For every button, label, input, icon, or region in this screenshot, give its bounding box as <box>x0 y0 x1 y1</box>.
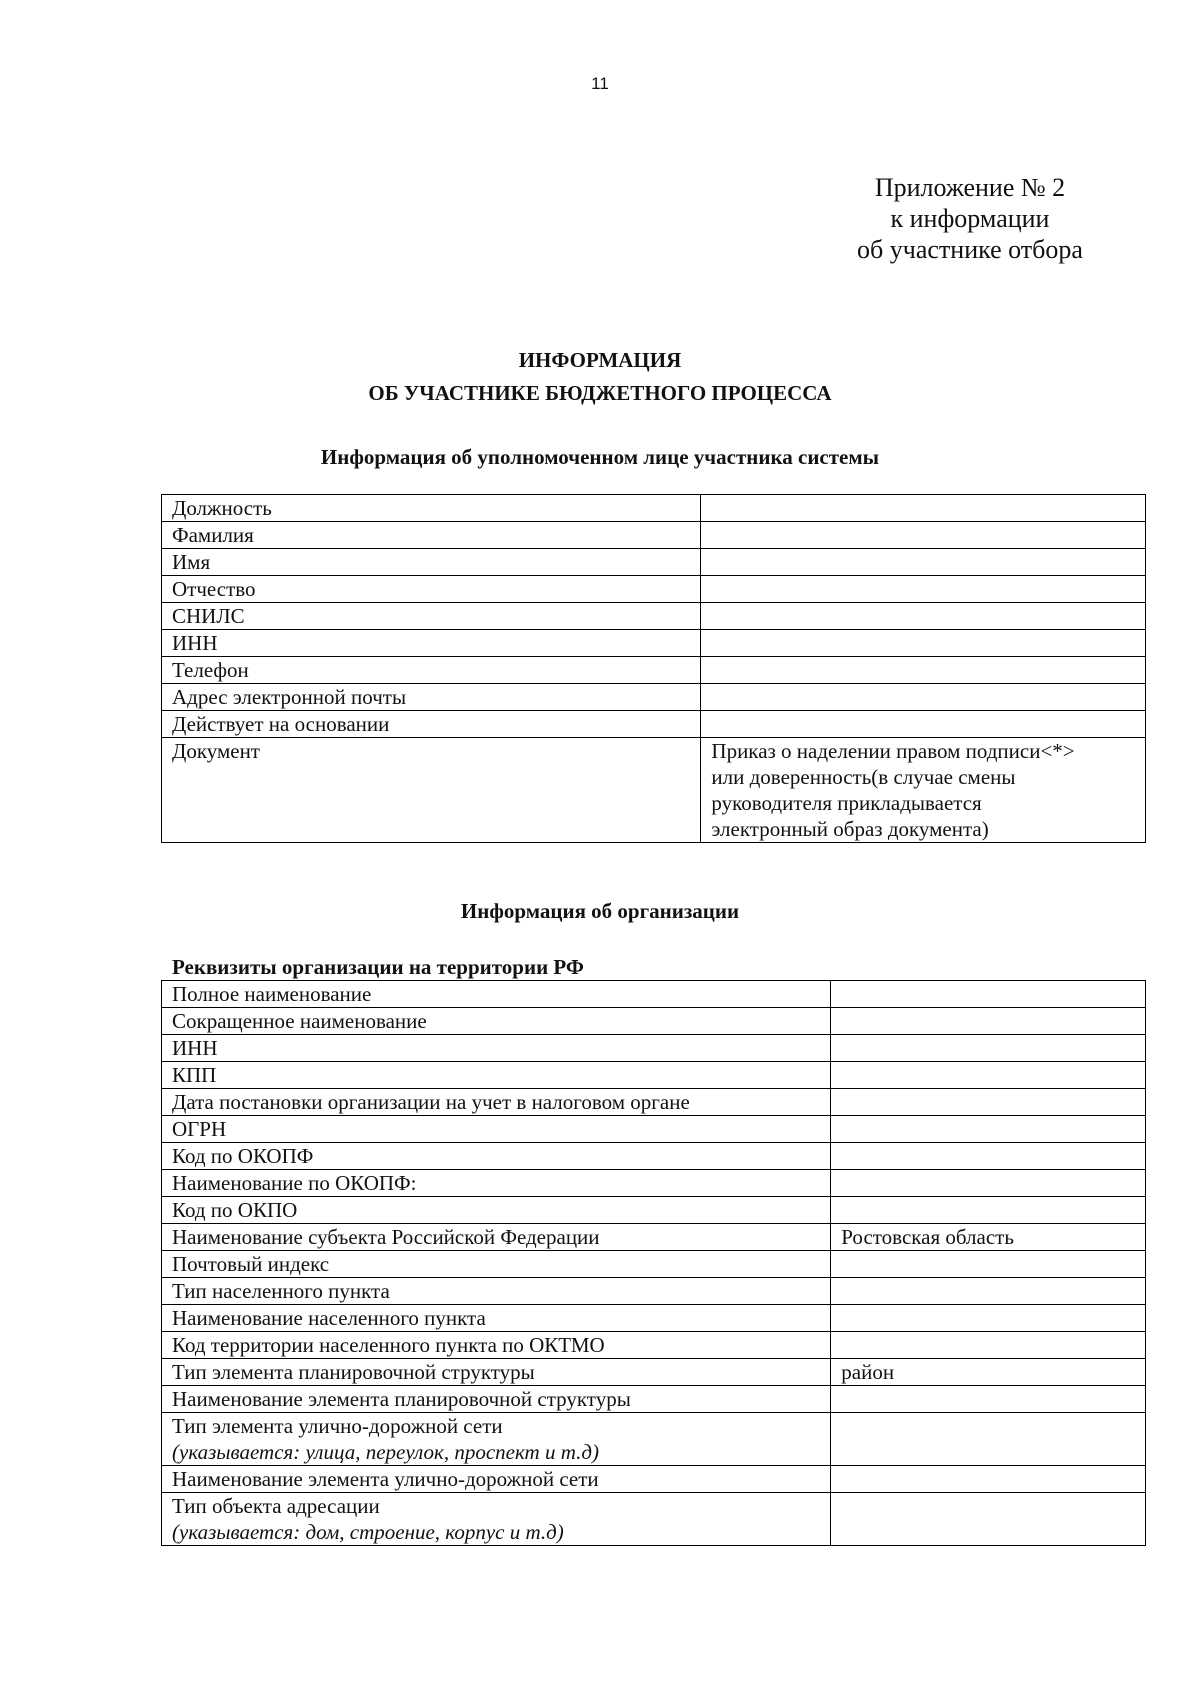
row-label: Код территории населенного пункта по ОКТМО <box>162 1332 831 1359</box>
organization-table <box>161 980 1146 1546</box>
row-label-main: Тип объекта адресации <box>172 1494 380 1518</box>
section-title-authorized-person: Информация об уполномоченном лице участника системы <box>320 445 880 469</box>
table-row <box>162 1197 1146 1224</box>
subtitle-requisites: Реквизиты организации на территории РФ <box>172 955 584 979</box>
row-label: Телефон <box>162 657 701 684</box>
row-label: Адрес электронной почты <box>162 684 701 711</box>
row-value[interactable] <box>831 1008 1146 1035</box>
row-value[interactable] <box>701 657 1146 684</box>
table-row <box>162 738 1146 843</box>
document-line-4: электронный образ документа) <box>711 817 989 841</box>
row-label: СНИЛС <box>162 603 701 630</box>
row-value-document[interactable] <box>701 738 1146 843</box>
row-label: Почтовый индекс <box>162 1251 831 1278</box>
row-value[interactable] <box>831 1089 1146 1116</box>
row-value[interactable] <box>701 522 1146 549</box>
row-value[interactable]: Ростовская область <box>831 1224 1146 1251</box>
row-label: ИНН <box>162 1035 831 1062</box>
row-label: Наименование элемента планировочной структуры <box>162 1386 831 1413</box>
row-value[interactable]: район <box>831 1359 1146 1386</box>
table-row <box>162 1466 1146 1493</box>
table-row <box>162 711 1146 738</box>
row-label: Наименование по ОКОПФ: <box>162 1170 831 1197</box>
table-row <box>162 495 1146 522</box>
row-label: ИНН <box>162 630 701 657</box>
title-line-1: ИНФОРМАЦИЯ <box>518 348 682 372</box>
table-row <box>162 576 1146 603</box>
row-value[interactable] <box>831 1278 1146 1305</box>
document-line-2: или доверенность(в случае смены <box>711 765 1016 789</box>
row-value[interactable] <box>831 1493 1146 1546</box>
appendix-line-3: об участнике отбора <box>857 235 1083 264</box>
row-value[interactable] <box>831 1386 1146 1413</box>
row-label: Фамилия <box>162 522 701 549</box>
row-value[interactable] <box>831 1143 1146 1170</box>
row-label-note: (указывается: дом, строение, корпус и т.д) <box>172 1520 564 1544</box>
row-label: Наименование элемента улично-дорожной сети <box>162 1466 831 1493</box>
authorized-person-table <box>161 494 1146 843</box>
document-line-3: руководителя прикладывается <box>711 791 982 815</box>
row-value[interactable] <box>831 1197 1146 1224</box>
table-row <box>162 630 1146 657</box>
row-value[interactable] <box>831 1413 1146 1466</box>
row-value[interactable] <box>831 1170 1146 1197</box>
appendix-line-2: к информации <box>890 204 1050 233</box>
row-value[interactable] <box>701 711 1146 738</box>
row-value[interactable] <box>701 630 1146 657</box>
document-line-1: Приказ о наделении правом подписи<*> <box>711 739 1075 763</box>
table-row <box>162 1143 1146 1170</box>
row-value[interactable] <box>831 1035 1146 1062</box>
appendix-note <box>820 172 1120 265</box>
table-row <box>162 684 1146 711</box>
row-label: Действует на основании <box>162 711 701 738</box>
row-label: Наименование населенного пункта <box>162 1305 831 1332</box>
table-row <box>162 1386 1146 1413</box>
row-label: Документ <box>162 738 701 843</box>
table-row <box>162 549 1146 576</box>
table-row <box>162 1116 1146 1143</box>
row-label <box>162 1413 831 1466</box>
row-value[interactable] <box>831 1332 1146 1359</box>
title-line-2: ОБ УЧАСТНИКЕ БЮДЖЕТНОГО ПРОЦЕССА <box>368 381 832 405</box>
row-value[interactable] <box>701 495 1146 522</box>
table-row <box>162 1170 1146 1197</box>
row-value[interactable] <box>701 603 1146 630</box>
row-label: Должность <box>162 495 701 522</box>
row-label: Код по ОКПО <box>162 1197 831 1224</box>
row-value[interactable] <box>831 1062 1146 1089</box>
row-label: Полное наименование <box>162 981 831 1008</box>
table-row <box>162 1251 1146 1278</box>
table-row <box>162 1089 1146 1116</box>
row-label: Наименование субъекта Российской Федерации <box>162 1224 831 1251</box>
row-value[interactable] <box>831 1116 1146 1143</box>
row-label: Тип населенного пункта <box>162 1278 831 1305</box>
row-value[interactable] <box>831 1466 1146 1493</box>
table-row <box>162 1305 1146 1332</box>
row-label-note: (указывается: улица, переулок, проспект и т.д) <box>172 1440 599 1464</box>
row-value[interactable] <box>701 549 1146 576</box>
row-value[interactable] <box>701 684 1146 711</box>
row-label-main: Тип элемента улично-дорожной сети <box>172 1414 503 1438</box>
page-number: 11 <box>591 74 609 93</box>
row-label: КПП <box>162 1062 831 1089</box>
table-row <box>162 1062 1146 1089</box>
row-label: Имя <box>162 549 701 576</box>
row-label: Дата постановки организации на учет в налоговом органе <box>162 1089 831 1116</box>
row-label: Отчество <box>162 576 701 603</box>
row-value[interactable] <box>831 1305 1146 1332</box>
table-row <box>162 1413 1146 1466</box>
table-row <box>162 1493 1146 1546</box>
table-row <box>162 603 1146 630</box>
row-label <box>162 1493 831 1546</box>
table-row <box>162 1008 1146 1035</box>
section-title-organization: Информация об организации <box>460 899 740 923</box>
row-value[interactable] <box>831 1251 1146 1278</box>
table-row <box>162 1359 1146 1386</box>
table-row <box>162 1224 1146 1251</box>
row-label: Тип элемента планировочной структуры <box>162 1359 831 1386</box>
table-row <box>162 522 1146 549</box>
table-row <box>162 981 1146 1008</box>
row-label: Код по ОКОПФ <box>162 1143 831 1170</box>
table-row <box>162 1035 1146 1062</box>
row-label: ОГРН <box>162 1116 831 1143</box>
table-row <box>162 657 1146 684</box>
row-value[interactable] <box>831 981 1146 1008</box>
appendix-line-1: Приложение № 2 <box>874 173 1066 202</box>
table-row <box>162 1278 1146 1305</box>
table-row <box>162 1332 1146 1359</box>
row-value[interactable] <box>701 576 1146 603</box>
row-label: Сокращенное наименование <box>162 1008 831 1035</box>
document-title <box>0 344 1200 410</box>
